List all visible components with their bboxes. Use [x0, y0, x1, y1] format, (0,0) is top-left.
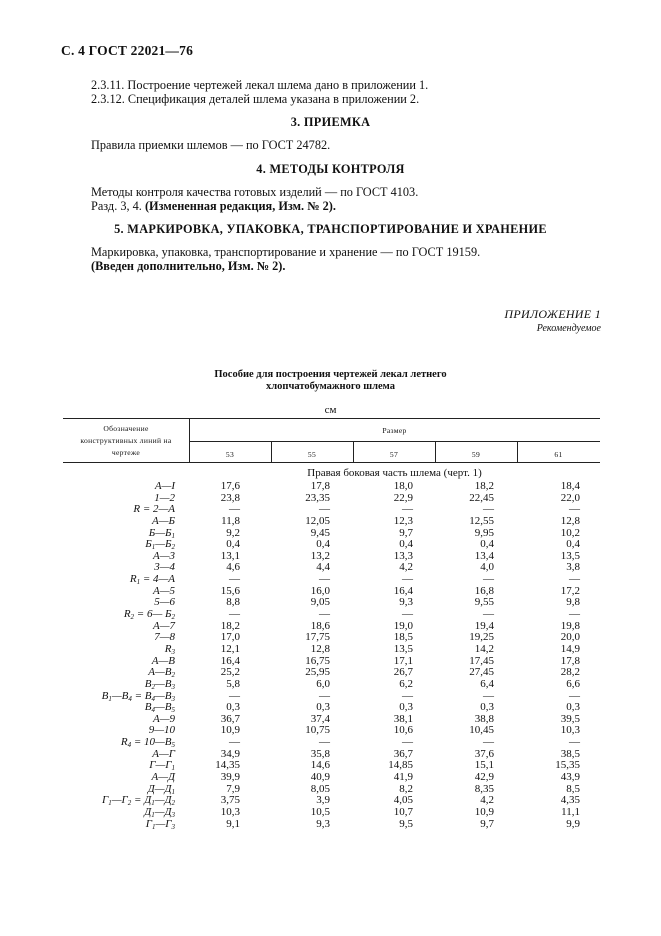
cell-size-55: 0,4	[316, 538, 330, 551]
cell-size-55: 25,95	[305, 666, 330, 679]
cell-size-53: 11,8	[221, 514, 240, 527]
cell-size-53: 10,3	[220, 805, 240, 818]
cell-size-57: 0,3	[399, 701, 413, 714]
appendix-title: ПРИЛОЖЕНИЕ 1	[504, 307, 601, 321]
row-label: $Г_1—Г_3$	[145, 817, 175, 831]
cell-size-61: —	[569, 573, 580, 586]
cell-size-57: —	[402, 736, 413, 749]
cell-size-59: 22,45	[469, 491, 494, 504]
cell-size-53: —	[229, 689, 240, 702]
section-5-heading: 5. МАРКИРОВКА, УПАКОВКА, ТРАНСПОРТИРОВАНИЕ И ХРАНЕНИЕ	[114, 222, 547, 236]
row-label: $R_1$ = 4—А	[129, 573, 175, 587]
row-label: $R_4$ = $10—В_5$	[120, 736, 175, 750]
cell-size-57: —	[402, 689, 413, 702]
cell-size-57: —	[402, 573, 413, 586]
table-row	[63, 807, 600, 819]
cell-size-61: —	[569, 503, 580, 516]
cell-size-53: 10,9	[220, 724, 240, 737]
cell-size-59: 37,6	[474, 747, 494, 760]
cell-size-53: —	[229, 573, 240, 586]
cell-size-53: 9,2	[226, 526, 240, 539]
cell-size-61: 18,4	[560, 480, 580, 492]
cell-size-61: 9,9	[566, 817, 580, 830]
cell-size-59: 42,9	[474, 771, 494, 784]
row-label: 9—10	[148, 724, 175, 737]
cell-size-53: 34,9	[220, 747, 240, 760]
cell-size-61: 43,9	[560, 771, 580, 784]
size-59: 59	[471, 450, 481, 459]
cell-size-59: 15,1	[474, 759, 494, 772]
cell-size-55: 12,05	[305, 514, 330, 527]
cell-size-55: —	[319, 608, 330, 621]
cell-size-57: 4,2	[399, 561, 413, 574]
cell-size-53: 14,35	[215, 759, 240, 772]
cell-size-61: 10,3	[560, 724, 580, 737]
row-label: А—В	[151, 654, 175, 667]
table-row	[63, 551, 600, 563]
cell-size-61: 17,2	[560, 584, 580, 597]
cell-size-57: 8,2	[399, 782, 413, 795]
cell-size-61: —	[569, 608, 580, 621]
table-row	[63, 516, 600, 528]
row-label: $В_2—В_3$	[144, 677, 175, 691]
cell-size-59: 0,3	[480, 701, 494, 714]
cell-size-59: 10,45	[469, 724, 494, 737]
cell-size-59: —	[483, 503, 494, 516]
table-row	[63, 714, 600, 726]
cell-size-57: 18,5	[393, 631, 413, 644]
cell-size-57: 12,3	[393, 514, 413, 527]
table-row	[63, 749, 600, 761]
cell-size-57: 9,3	[399, 596, 413, 609]
section-4-heading: 4. МЕТОДЫ КОНТРОЛЯ	[256, 162, 405, 176]
cell-size-61: 3,8	[566, 561, 580, 574]
size-53: 53	[225, 450, 235, 459]
cell-size-61: 0,3	[566, 701, 580, 714]
section-4-note-prefix: Разд. 3, 4.	[91, 199, 142, 213]
cell-size-59: 10,9	[474, 805, 494, 818]
table-row	[63, 667, 600, 679]
row-label: $Д—Д_1$	[147, 782, 175, 796]
cell-size-55: 37,4	[310, 712, 330, 725]
table-row	[63, 528, 600, 540]
size-header-rule	[189, 441, 600, 442]
clause-2-3-12: 2.3.12. Спецификация деталей шлема указана в приложении 2.	[91, 92, 420, 106]
cell-size-53: —	[229, 736, 240, 749]
cell-size-55: —	[319, 573, 330, 586]
cell-size-53: 5,8	[226, 677, 240, 690]
cell-size-61: 38,5	[560, 747, 580, 760]
table-title	[0, 369, 661, 392]
table-title-line-2: хлопчатобумажного шлема	[266, 380, 395, 392]
cell-size-61: 4,35	[560, 794, 580, 807]
section-3-heading: 3. ПРИЕМКА	[290, 115, 371, 129]
row-label: R = 2—А	[133, 503, 175, 516]
cell-size-55: 14,6	[310, 759, 330, 772]
cell-size-61: 15,35	[555, 759, 580, 772]
table-row	[63, 632, 600, 644]
cell-size-53: 25,2	[220, 666, 240, 679]
cell-size-61: 10,2	[560, 526, 580, 539]
cell-size-55: 12,8	[310, 642, 330, 655]
row-label: А—5	[153, 584, 175, 597]
cell-size-55: 9,45	[310, 526, 330, 539]
cell-size-53: 0,3	[226, 701, 240, 714]
cell-size-55: 4,4	[316, 561, 330, 574]
cell-size-53: 18,2	[220, 619, 240, 632]
cell-size-55: 40,9	[310, 771, 330, 784]
cell-size-59: 19,25	[469, 631, 494, 644]
cell-size-55: —	[319, 689, 330, 702]
cell-size-59: 9,95	[474, 526, 494, 539]
table-row	[63, 702, 600, 714]
cell-size-61: 20,0	[560, 631, 580, 644]
cell-size-53: 3,75	[220, 794, 240, 807]
row-label: $В_1—В_4$ = $В_4—В_3$	[101, 689, 175, 703]
cell-size-57: 6,2	[399, 677, 413, 690]
cell-size-55: 17,75	[305, 631, 330, 644]
cell-size-57: 13,3	[393, 549, 413, 562]
cell-size-61: 0,4	[566, 538, 580, 551]
cell-size-53: —	[229, 608, 240, 621]
row-label: $Г_1—Г_2$ = $Д_1—Д_2$	[101, 794, 175, 808]
table-row	[63, 679, 600, 691]
table-row	[63, 819, 600, 831]
cell-size-57: 16,4	[393, 584, 413, 597]
cell-size-59: 8,35	[474, 782, 494, 795]
row-label: $Б—Б_1$	[148, 526, 175, 540]
col-header-designation-line-2: конструктивных линий на	[80, 436, 172, 446]
row-label: А—3	[153, 549, 175, 562]
cell-size-57: 10,7	[393, 805, 413, 818]
cell-size-55: —	[319, 736, 330, 749]
cell-size-59: 38,8	[474, 712, 494, 725]
row-label: $Д_1—Д_3$	[144, 805, 175, 819]
header-bottom-rule	[63, 462, 600, 463]
cell-size-59: 17,45	[469, 654, 494, 667]
cell-size-61: —	[569, 736, 580, 749]
cell-size-57: 9,7	[399, 526, 413, 539]
section-3-text: Правила приемки шлемов — по ГОСТ 24782.	[91, 138, 331, 152]
table-unit: см	[324, 404, 337, 416]
cell-size-59: 19,4	[474, 619, 494, 632]
row-label: 7—8	[154, 631, 175, 644]
cell-size-57: —	[402, 503, 413, 516]
cell-size-57: 17,1	[393, 654, 413, 667]
section-5-note: (Введен дополнительно, Изм. № 2).	[91, 259, 286, 273]
cell-size-55: 35,8	[310, 747, 330, 760]
cell-size-57: 26,7	[393, 666, 413, 679]
cell-size-59: —	[483, 736, 494, 749]
cell-size-59: 12,55	[469, 514, 494, 527]
cell-size-59: 9,7	[480, 817, 494, 830]
table-row	[63, 504, 600, 516]
cell-size-57: 19,0	[393, 619, 413, 632]
cell-size-53: 23,8	[220, 491, 240, 504]
cell-size-59: —	[483, 608, 494, 621]
cell-size-61: 19,8	[560, 619, 580, 632]
section-4-text: Методы контроля качества готовых изделий — по ГОСТ 4103.	[91, 185, 419, 199]
table-row	[63, 656, 600, 668]
cell-size-61: 8,5	[566, 782, 580, 795]
cell-size-57: 22,9	[393, 491, 413, 504]
cell-size-61: 9,8	[566, 596, 580, 609]
row-label: А—I	[154, 480, 175, 492]
col-header-designation	[63, 423, 189, 460]
row-label: А—7	[153, 619, 175, 632]
table-row	[63, 644, 600, 656]
cell-size-61: 13,5	[560, 549, 580, 562]
cell-size-59: —	[483, 689, 494, 702]
row-label: А—Г	[152, 747, 175, 760]
cell-size-55: 17,8	[310, 480, 330, 492]
cell-size-53: 15,6	[220, 584, 240, 597]
cell-size-53: 9,1	[226, 817, 240, 830]
cell-size-55: 0,3	[316, 701, 330, 714]
row-label: 1—2	[154, 491, 175, 504]
cell-size-61: 17,8	[560, 654, 580, 667]
cell-size-59: 6,4	[480, 677, 494, 690]
cell-size-55: 6,0	[316, 677, 330, 690]
cell-size-61: —	[569, 689, 580, 702]
cell-size-53: 0,4	[226, 538, 240, 551]
table-row	[63, 772, 600, 784]
cell-size-57: 36,7	[393, 747, 413, 760]
appendix-subtitle: Рекомендуемое	[536, 323, 601, 334]
cell-size-55: 3,9	[316, 794, 330, 807]
size-55: 55	[307, 450, 317, 459]
cell-size-53: 16,4	[220, 654, 240, 667]
table-row	[63, 574, 600, 586]
cell-size-61: 6,6	[566, 677, 580, 690]
cell-size-57: 4,05	[393, 794, 413, 807]
cell-size-57: 13,5	[393, 642, 413, 655]
cell-size-61: 22,0	[560, 491, 580, 504]
table-row	[63, 586, 600, 598]
appendix-label	[504, 307, 601, 334]
cell-size-57: 10,6	[393, 724, 413, 737]
row-label: А—Д	[151, 771, 175, 784]
cell-size-57: 38,1	[393, 712, 413, 725]
row-label: $А—В_2$	[148, 666, 175, 680]
row-label: $R_2$ = 6— $Б_2$	[123, 608, 175, 622]
cell-size-59: 13,4	[474, 549, 494, 562]
cell-size-55: 13,2	[310, 549, 330, 562]
cell-size-53: 7,9	[226, 782, 240, 795]
cell-size-59: 27,45	[469, 666, 494, 679]
cell-size-59: 9,55	[474, 596, 494, 609]
cell-size-55: 10,75	[305, 724, 330, 737]
cell-size-53: 17,0	[220, 631, 240, 644]
table-subheader: Правая боковая часть шлема (черт. 1)	[307, 467, 482, 479]
cell-size-53: 12,1	[220, 642, 240, 655]
row-label: $В_4—В_5$	[144, 701, 175, 715]
size-57: 57	[389, 450, 399, 459]
cell-size-59: 4,0	[480, 561, 494, 574]
table-title-line-1: Пособие для построения чертежей лекал летнего	[214, 369, 447, 380]
cell-size-61: 39,5	[560, 712, 580, 725]
cell-size-55: 10,5	[310, 805, 330, 818]
row-label: А—Б	[152, 514, 175, 527]
row-label: А—9	[153, 712, 175, 725]
cell-size-53: 36,7	[220, 712, 240, 725]
cell-size-57: 0,4	[399, 538, 413, 551]
cell-size-55: 8,05	[310, 782, 330, 795]
cell-size-53: 8,8	[226, 596, 240, 609]
cell-size-53: 17,6	[220, 480, 240, 492]
page-header: С. 4 ГОСТ 22021—76	[61, 43, 194, 58]
table-row	[63, 539, 600, 551]
cell-size-55: 23,35	[305, 491, 330, 504]
table-top-rule	[63, 418, 600, 419]
table-row	[63, 760, 600, 772]
col-header-designation-line-1: Обозначение	[103, 424, 149, 433]
cell-size-57: 18,0	[393, 480, 413, 492]
table-row	[63, 691, 600, 703]
cell-size-55: —	[319, 503, 330, 516]
cell-size-61: 12,8	[560, 514, 580, 527]
cell-size-59: 14,2	[474, 642, 494, 655]
cell-size-57: —	[402, 608, 413, 621]
cell-size-55: 9,3	[316, 817, 330, 830]
cell-size-57: 9,5	[399, 817, 413, 830]
table-row	[63, 481, 600, 493]
table-row	[63, 621, 600, 633]
row-label: $Г—Г_1$	[149, 759, 175, 773]
cell-size-59: —	[483, 573, 494, 586]
cell-size-59: 0,4	[480, 538, 494, 551]
cell-size-61: 14,9	[560, 642, 580, 655]
row-label: 5—6	[154, 596, 175, 609]
size-61: 61	[554, 450, 563, 459]
row-label: $Б_1—Б_2$	[145, 538, 175, 552]
cell-size-61: 28,2	[560, 666, 580, 679]
cell-size-55: 16,0	[310, 584, 330, 597]
cell-size-61: 11,1	[561, 805, 580, 818]
section-5-text: Маркировка, упаковка, транспортирование и хранение — по ГОСТ 19159.	[91, 245, 481, 259]
cell-size-59: 16,8	[474, 584, 494, 597]
cell-size-57: 14,85	[388, 759, 413, 772]
cell-size-53: 4,6	[226, 561, 240, 574]
row-label: 3—4	[154, 561, 175, 574]
section-4-note-amendment: (Измененная редакция, Изм. № 2).	[144, 199, 336, 213]
table-row	[63, 609, 600, 621]
cell-size-55: 18,6	[310, 619, 330, 632]
cell-size-59: 18,2	[474, 480, 494, 492]
table-row	[63, 737, 600, 749]
table-body	[63, 481, 600, 830]
row-label: $R_3$	[164, 642, 175, 656]
col-header-designation-line-3: чертеже	[111, 448, 141, 458]
clause-2-3-11: 2.3.11. Построение чертежей лекал шлема дано в приложении 1.	[91, 78, 429, 92]
cell-size-53: 13,1	[220, 549, 240, 562]
col-header-size: Размер	[382, 426, 407, 435]
section-4-note	[91, 199, 336, 214]
cell-size-53: 39,9	[220, 771, 240, 784]
cell-size-55: 9,05	[310, 596, 330, 609]
cell-size-57: 41,9	[393, 771, 413, 784]
cell-size-59: 4,2	[480, 794, 494, 807]
cell-size-55: 16,75	[305, 654, 330, 667]
cell-size-53: —	[229, 503, 240, 516]
